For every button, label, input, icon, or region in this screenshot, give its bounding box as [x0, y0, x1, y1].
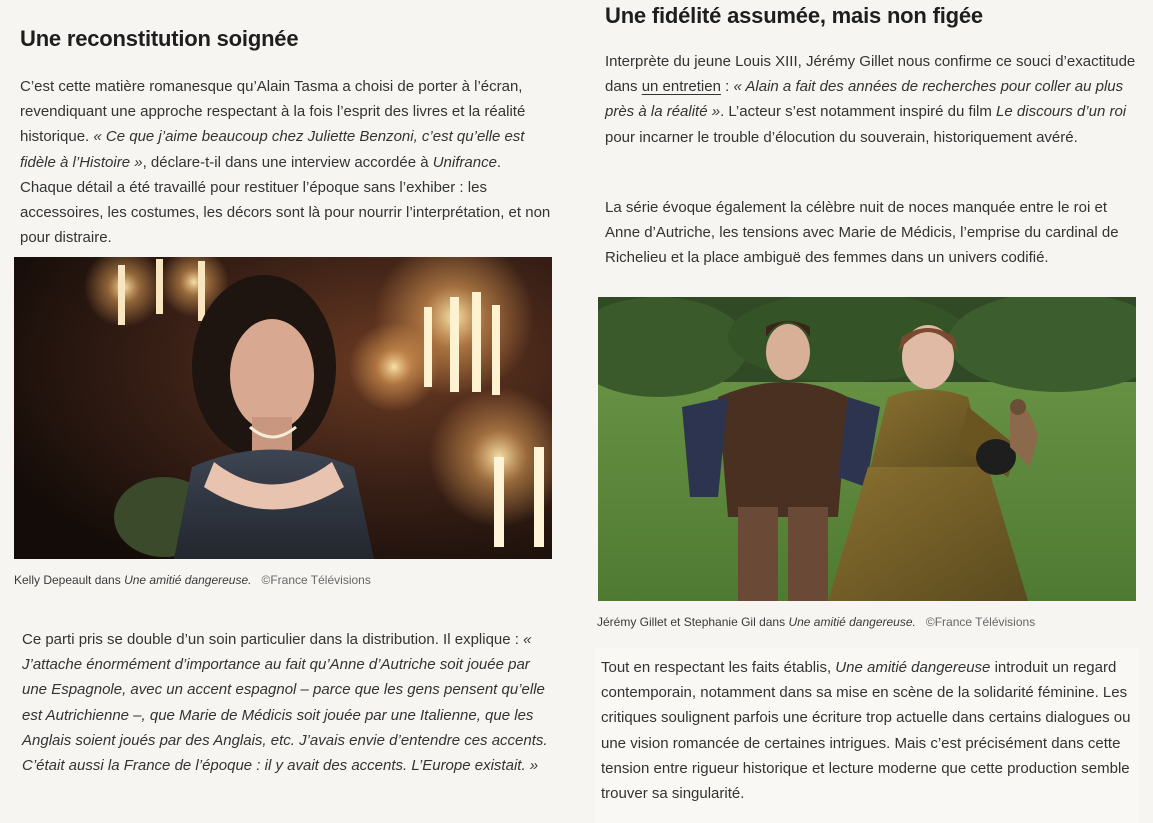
kelly-depeault-photo [14, 257, 552, 559]
jeremy-gillet-stephanie-gil-photo [598, 297, 1136, 601]
photo-caption: Kelly Depeault dans Une amitié dangereuse. ©France Télévisions [14, 573, 371, 587]
section-heading: Une reconstitution soignée [20, 26, 299, 51]
series-title: Une amitié dangereuse [835, 659, 991, 676]
interview-link[interactable]: un entretien [641, 78, 721, 96]
photo-credit: ©France Télévisions [261, 573, 371, 587]
caption-title: Une amitié dangereuse. [124, 573, 252, 587]
photo-credit: ©France Télévisions [925, 615, 1036, 629]
article-paragraph: Ce parti pris se double d’un soin particulier dans la distribution. Il explique : « J’attache énormément d’importance au fait qu’Anne d’Autriche soit jouée par une Espagnole, avec un accent espagnol – parce que les gens pensent qu’elle est Autrichienne –, que Marie de Médicis soit jouée par une Italienne, que les Anglais soient joués par des Anglais, etc. J’avais envie d’entendre ces accents. C’était aussi la France de l’époque : il y avait des accents. L’Europe existait. » [22, 631, 548, 775]
right-article-column [590, 0, 1153, 823]
photo-caption: Jérémy Gillet et Stephanie Gil dans Une amitié dangereuse. ©France Télévisions [597, 615, 1036, 629]
source-name: Unifrance [432, 153, 497, 171]
article-paragraph: C’est cette matière romanesque qu’Alain Tasma a choisi de porter à l’écran, revendiquant une approche respectant à la fois l’esprit des livres et la réalité historique. « Ce que j’aime beaucoup chez Juliette Benzoni, c’est qu’elle est fidèle à l’Histoire », déclare-t-il dans une interview accordée à Unifrance. Chaque détail a été travaillé pour restituer l’époque sans l’exhiber : les accessoires, les costumes, les décors sont là pour nourrir l’interprétation, et non pour distraire. [20, 78, 551, 247]
left-article-column [0, 0, 570, 823]
caption-title: Une amitié dangereuse. [788, 615, 916, 629]
section-heading: Une fidélité assumée, mais non figée [605, 3, 983, 28]
actor-quote: « Alain a fait des années de recherches pour coller au plus près à la réalité » [605, 78, 1124, 121]
article-paragraph: Tout en respectant les faits établis, Une amitié dangereuse introduit un regard contemporain, notamment dans sa mise en scène de la solidarité féminine. Les critiques soulignent parfois une écriture trop actuelle dans certains dialogues ou une vision romancée de certaines intrigues. Mais c’est précisément dans cette tension entre rigueur historique et lecture moderne que cette production semble trouver sa singularité. [601, 659, 1131, 803]
article-paragraph: Interprète du jeune Louis XIII, Jérémy Gillet nous confirme ce souci d’exactitude dans un entretien : « Alain a fait des années de recherches pour coller au plus près à la réalité ». L’acteur s’est notamment inspiré du film Le discours d’un roi pour incarner le trouble d’élocution du souverain, historiquement avéré. [605, 53, 1136, 146]
article-paragraph: La série évoque également la célèbre nuit de noces manquée entre le roi et Anne d’Autriche, les tensions avec Marie de Médicis, l’emprise du cardinal de Richelieu et la place ambiguë des femmes dans un univers codifié. [605, 199, 1119, 267]
film-title: Le discours d’un roi [996, 103, 1127, 121]
director-quote: « Ce que j’aime beaucoup chez Juliette Benzoni, c’est qu’elle est fidèle à l’Histoire » [20, 128, 525, 171]
director-quote: « J’attache énormément d’importance au fait qu’Anne d’Autriche soit jouée par une Espagnole, avec un accent espagnol – parce que les gens pensent qu’elle est Autrichienne –, que Marie de Médicis soit jouée par une Italienne, que les Anglais soient joués par des Anglais, etc. J’avais envie d’entendre ces accents. C’était aussi la France de l’époque : il y avait des accents. L’Europe existait. » [22, 631, 548, 775]
